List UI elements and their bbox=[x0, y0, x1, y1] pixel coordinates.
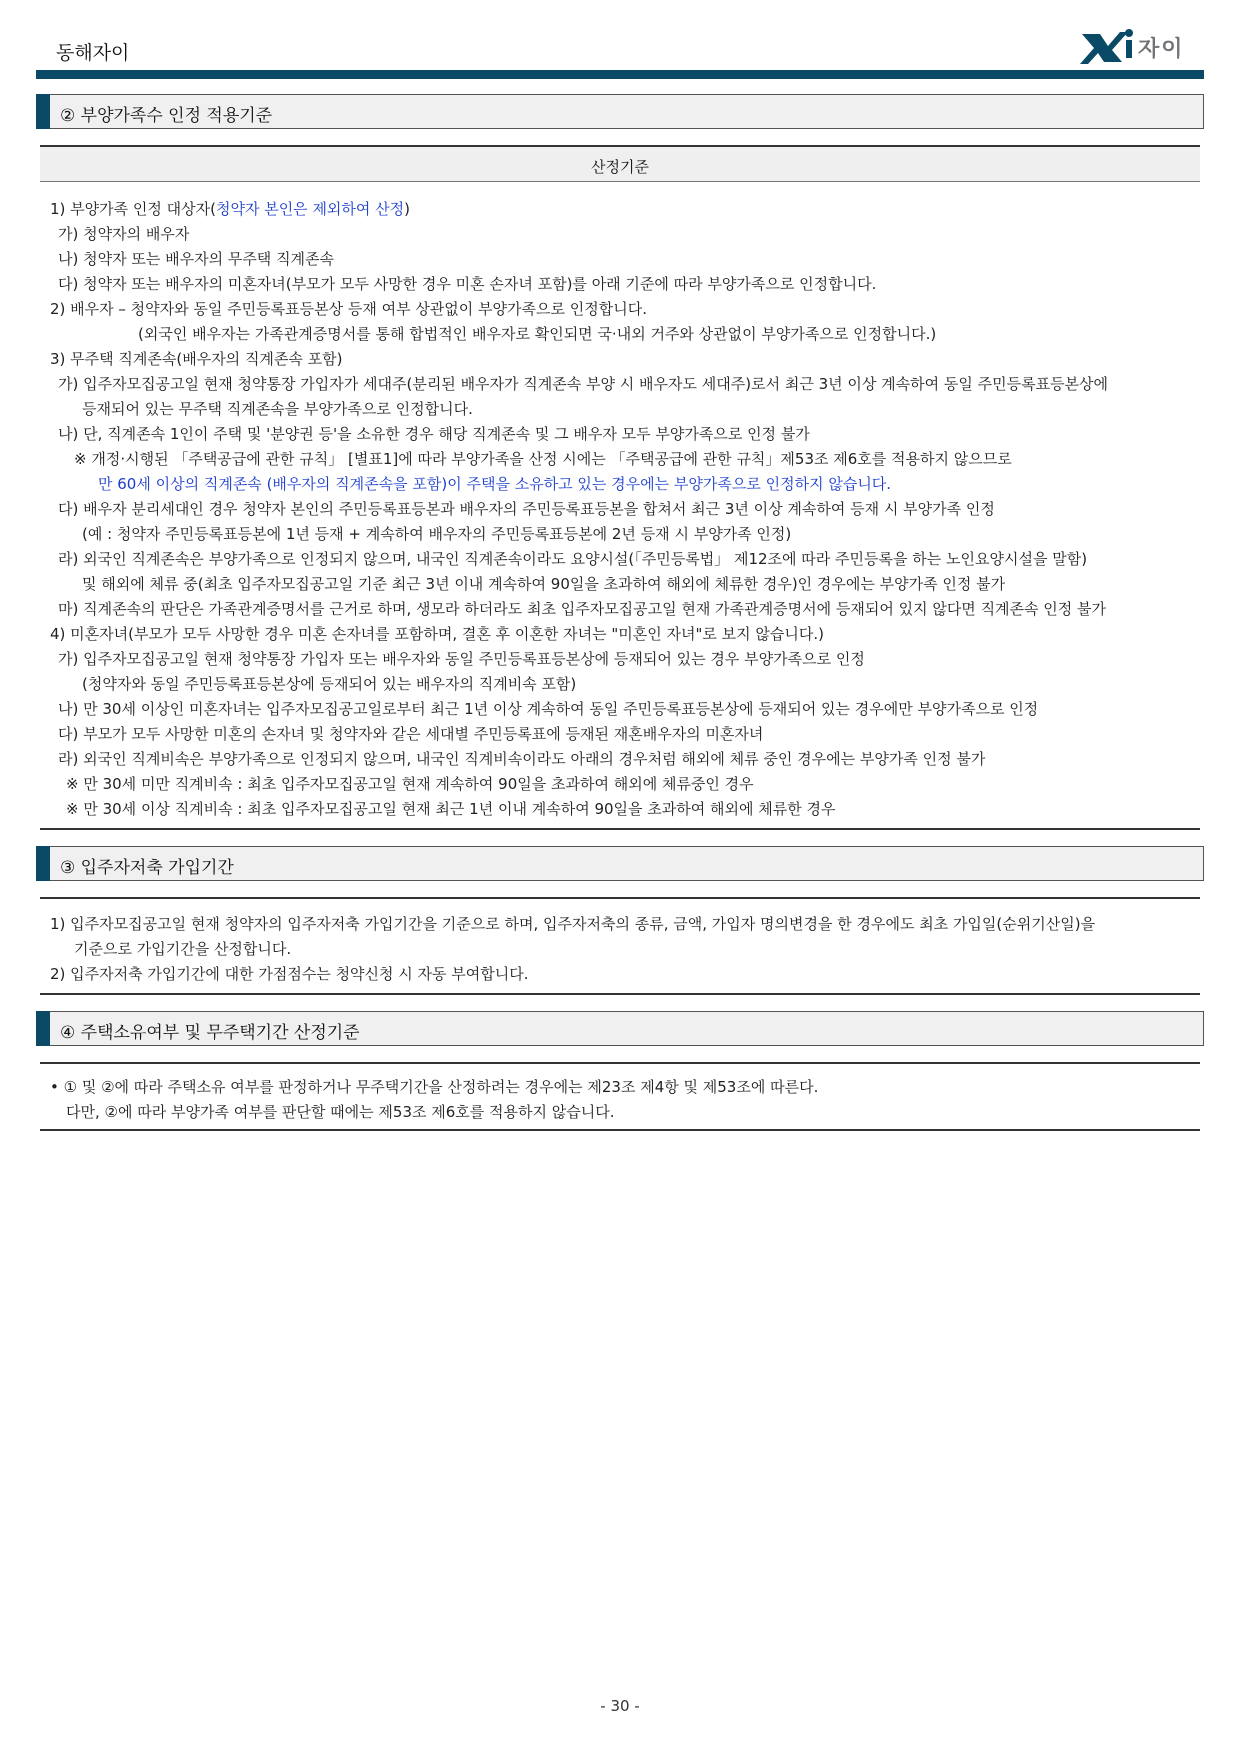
s2-line-9: 등재되어 있는 무주택 직계존속을 부양가족으로 인정합니다. bbox=[82, 400, 473, 418]
s2-line-18: 4) 미혼자녀(부모가 모두 사망한 경우 미혼 손자녀를 포함하며, 결혼 후 이혼한 자녀는 "미혼인 자녀"로 보지 않습니다.) bbox=[50, 625, 825, 643]
s2-line-11: ※ 개정·시행된 「주택공급에 관한 규칙」 [별표1]에 따라 부양가족을 산정 시에는 「주택공급에 관한 규칙」제53조 제6호를 적용하지 않으므로 bbox=[74, 450, 1012, 468]
section-4-title: ④ 주택소유여부 및 무주택기간 산정기준 bbox=[60, 1023, 360, 1043]
s4-line-1: • ① 및 ②에 따라 주택소유 여부를 판정하거나 무주택기간을 산정하려는 경우에는 제23조 제4항 및 제53조에 따른다. bbox=[50, 1078, 819, 1096]
s2-line-19: 가) 입주자모집공고일 현재 청약통장 가입자 또는 배우자와 동일 주민등록표등본상에 등재되어 있는 경우 부양가족으로 인정 bbox=[58, 650, 865, 668]
s3-line-3: 2) 입주자저축 가입기간에 대한 가점점수는 청약신청 시 자동 부여합니다. bbox=[50, 965, 529, 983]
section-3-bottom-rule bbox=[40, 993, 1200, 995]
section-3-top-rule bbox=[40, 897, 1200, 899]
s2-line-8: 가) 입주자모집공고일 현재 청약통장 가입자가 세대주(분리된 배우자가 직계존속 부양 시 배우자도 세대주)로서 최근 3년 이상 계속하여 동일 주민등록표등본상에 bbox=[58, 375, 1109, 393]
s2-line-1-close: ) bbox=[404, 200, 411, 218]
section-2-title: ② 부양가족수 인정 적용기준 bbox=[60, 106, 273, 126]
s4-line-2: 다만, ②에 따라 부양가족 여부를 판단할 때에는 제53조 제6호를 적용하지 않습니다. bbox=[66, 1103, 615, 1121]
s2-line-25: ※ 만 30세 이상 직계비속 : 최초 입주자모집공고일 현재 최근 1년 이내 계속하여 90일을 초과하여 해외에 체류한 경우 bbox=[66, 800, 836, 818]
section-3-header bbox=[36, 846, 1204, 881]
s2-line-12: 만 60세 이상의 직계존속 (배우자의 직계존속을 포함)이 주택을 소유하고 있는 경우에는 부양가족으로 인정하지 않습니다. bbox=[98, 475, 892, 493]
criteria-table-header bbox=[40, 147, 1200, 182]
s2-line-23: 라) 외국인 직계비속은 부양가족으로 인정되지 않으며, 내국인 직계비속이라도 아래의 경우처럼 해외에 체류 중인 경우에는 부양가족 인정 불가 bbox=[58, 750, 986, 768]
section-4-header bbox=[36, 1011, 1204, 1046]
s2-line-15: 라) 외국인 직계존속은 부양가족으로 인정되지 않으며, 내국인 직계존속이라도 요양시설(「주민등록법」 제12조에 따라 주민등록을 하는 노인요양시설을 말함) bbox=[58, 550, 1088, 568]
section-3-title: ③ 입주자저축 가입기간 bbox=[60, 858, 234, 878]
section-2-accent bbox=[36, 94, 50, 129]
section-3-accent bbox=[36, 846, 50, 881]
document-header-title: 동해자이 bbox=[56, 42, 130, 64]
s2-line-16: 및 해외에 체류 중(최초 입주자모집공고일 기준 최근 3년 이내 계속하여 90일을 초과하여 해외에 체류한 경우)인 경우에는 부양가족 인정 불가 bbox=[82, 575, 1006, 593]
s2-line-7: 3) 무주택 직계존속(배우자의 직계존속 포함) bbox=[50, 350, 343, 368]
s2-line-10: 나) 단, 직계존속 1인이 주택 및 '분양권 등'을 소유한 경우 해당 직계존속 및 그 배우자 모두 부양가족으로 인정 불가 bbox=[58, 425, 810, 443]
s2-line-20: (청약자와 동일 주민등록표등본상에 등재되어 있는 배우자의 직계비속 포함) bbox=[82, 675, 577, 693]
section-2-bottom-rule bbox=[40, 828, 1200, 830]
s2-line-1-text: 1) 부양가족 인정 대상자( bbox=[50, 200, 216, 218]
s2-line-22: 다) 부모가 모두 사망한 미혼의 손자녀 및 청약자와 같은 세대별 주민등록표에 등재된 재혼배우자의 미혼자녀 bbox=[58, 725, 764, 743]
section-2-header bbox=[36, 94, 1204, 129]
criteria-table-header-label: 산정기준 bbox=[591, 158, 649, 176]
page-number: - 30 - bbox=[600, 1697, 640, 1715]
s2-line-6: (외국인 배우자는 가족관계증명서를 통해 합법적인 배우자로 확인되면 국·내외 거주와 상관없이 부양가족으로 인정합니다.) bbox=[138, 325, 937, 343]
s2-line-13: 다) 배우자 분리세대인 경우 청약자 본인의 주민등록표등본과 배우자의 주민등록표등본을 합쳐서 최근 3년 이상 계속하여 등재 시 부양가족 인정 bbox=[58, 500, 995, 518]
xi-logo-text: 자이 bbox=[1138, 37, 1185, 62]
s2-line-3: 나) 청약자 또는 배우자의 무주택 직계존속 bbox=[58, 250, 335, 268]
s2-line-1 bbox=[50, 198, 410, 219]
section-4-top-rule bbox=[40, 1062, 1200, 1064]
s2-line-17: 마) 직계존속의 판단은 가족관계증명서를 근거로 하며, 생모라 하더라도 최초 입주자모집공고일 현재 가족관계증명서에 등재되어 있지 않다면 직계존속 인정 불가 bbox=[58, 600, 1107, 618]
s2-line-2: 가) 청약자의 배우자 bbox=[58, 225, 190, 243]
s3-line-2: 기준으로 가입기간을 산정합니다. bbox=[74, 940, 292, 958]
header-divider-bar bbox=[36, 70, 1204, 79]
s2-line-5: 2) 배우자 – 청약자와 동일 주민등록표등본상 등재 여부 상관없이 부양가족으로 인정합니다. bbox=[50, 300, 647, 318]
s2-line-21: 나) 만 30세 이상인 미혼자녀는 입주자모집공고일로부터 최근 1년 이상 계속하여 동일 주민등록표등본상에 등재되어 있는 경우에만 부양가족으로 인정 bbox=[58, 700, 1039, 718]
s3-line-1: 1) 입주자모집공고일 현재 청약자의 입주자저축 가입기간을 기준으로 하며, 입주자저축의 종류, 금액, 가입자 명의변경을 한 경우에도 최초 가입일(순위기산일)을 bbox=[50, 915, 1096, 933]
s2-line-14: (예 : 청약자 주민등록표등본에 1년 등재 + 계속하여 배우자의 주민등록표등본에 2년 등재 시 부양가족 인정) bbox=[82, 525, 792, 543]
s2-line-24: ※ 만 30세 미만 직계비속 : 최초 입주자모집공고일 현재 계속하여 90일을 초과하여 해외에 체류중인 경우 bbox=[66, 775, 754, 793]
s2-line-1-highlight: 청약자 본인은 제외하여 산정 bbox=[215, 200, 405, 218]
s2-line-4: 다) 청약자 또는 배우자의 미혼자녀(부모가 모두 사망한 경우 미혼 손자녀 포함)를 아래 기준에 따라 부양가족으로 인정합니다. bbox=[58, 275, 877, 293]
section-4-bottom-rule bbox=[40, 1129, 1200, 1131]
section-4-accent bbox=[36, 1011, 50, 1046]
